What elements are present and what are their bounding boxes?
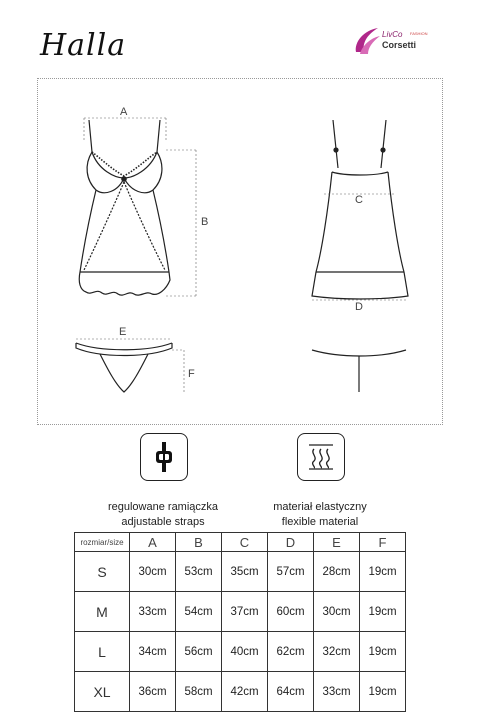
table-cell: 34cm — [130, 632, 176, 672]
dim-label-b: B — [201, 216, 209, 228]
column-header-f: F — [360, 533, 406, 552]
brand-line3: FASHION — [410, 31, 428, 36]
column-header-c: C — [222, 533, 268, 552]
table-cell: 30cm — [130, 552, 176, 592]
dim-label-c: C — [355, 194, 363, 206]
table-row — [75, 592, 406, 632]
column-header-b: B — [176, 533, 222, 552]
size-table — [74, 532, 406, 712]
size-table-header — [75, 533, 406, 552]
feature-label-en: adjustable straps — [121, 516, 205, 528]
table-cell: 56cm — [176, 632, 222, 672]
table-row — [75, 552, 406, 592]
table-cell: 19cm — [360, 672, 406, 712]
table-cell: 62cm — [268, 632, 314, 672]
table-cell: 64cm — [268, 672, 314, 712]
table-cell: 33cm — [314, 672, 360, 712]
feature-label-en: flexible material — [281, 516, 359, 528]
table-cell: 54cm — [176, 592, 222, 632]
table-cell: 37cm — [222, 592, 268, 632]
dim-label-f: F — [188, 368, 195, 380]
table-cell: 28cm — [314, 552, 360, 592]
table-cell: 60cm — [268, 592, 314, 632]
column-header-e: E — [314, 533, 360, 552]
dim-label-e: E — [119, 326, 127, 338]
table-cell: 33cm — [130, 592, 176, 632]
adjustable-strap-icon — [140, 433, 188, 481]
brand-line2: Corsetti — [382, 40, 417, 50]
size-column-header: rozmiar/size — [75, 533, 130, 552]
feature-adjustable-straps — [78, 500, 248, 530]
table-cell: 36cm — [130, 672, 176, 712]
table-row — [75, 672, 406, 712]
elastic-material-icon — [297, 433, 345, 481]
column-header-d: D — [268, 533, 314, 552]
dim-label-d: D — [355, 301, 363, 313]
table-cell: 35cm — [222, 552, 268, 592]
table-cell: 58cm — [176, 672, 222, 712]
table-cell: 53cm — [176, 552, 222, 592]
product-title: Halla — [40, 28, 127, 63]
table-cell: 42cm — [222, 672, 268, 712]
size-label: L — [75, 632, 130, 672]
size-label: M — [75, 592, 130, 632]
table-cell: 19cm — [360, 592, 406, 632]
column-header-a: A — [130, 533, 176, 552]
feature-flexible-material — [235, 500, 405, 530]
size-label: XL — [75, 672, 130, 712]
table-cell: 40cm — [222, 632, 268, 672]
table-cell: 19cm — [360, 552, 406, 592]
feature-label-pl: materiał elastyczny — [273, 501, 367, 513]
feature-label-pl: regulowane ramiączka — [107, 501, 219, 513]
table-row — [75, 632, 406, 672]
table-cell: 57cm — [268, 552, 314, 592]
table-cell: 19cm — [360, 632, 406, 672]
table-cell: 32cm — [314, 632, 360, 672]
table-cell: 30cm — [314, 592, 360, 632]
size-label: S — [75, 552, 130, 592]
brand-line1: LivCo — [382, 30, 403, 39]
dim-label-a: A — [120, 106, 128, 118]
